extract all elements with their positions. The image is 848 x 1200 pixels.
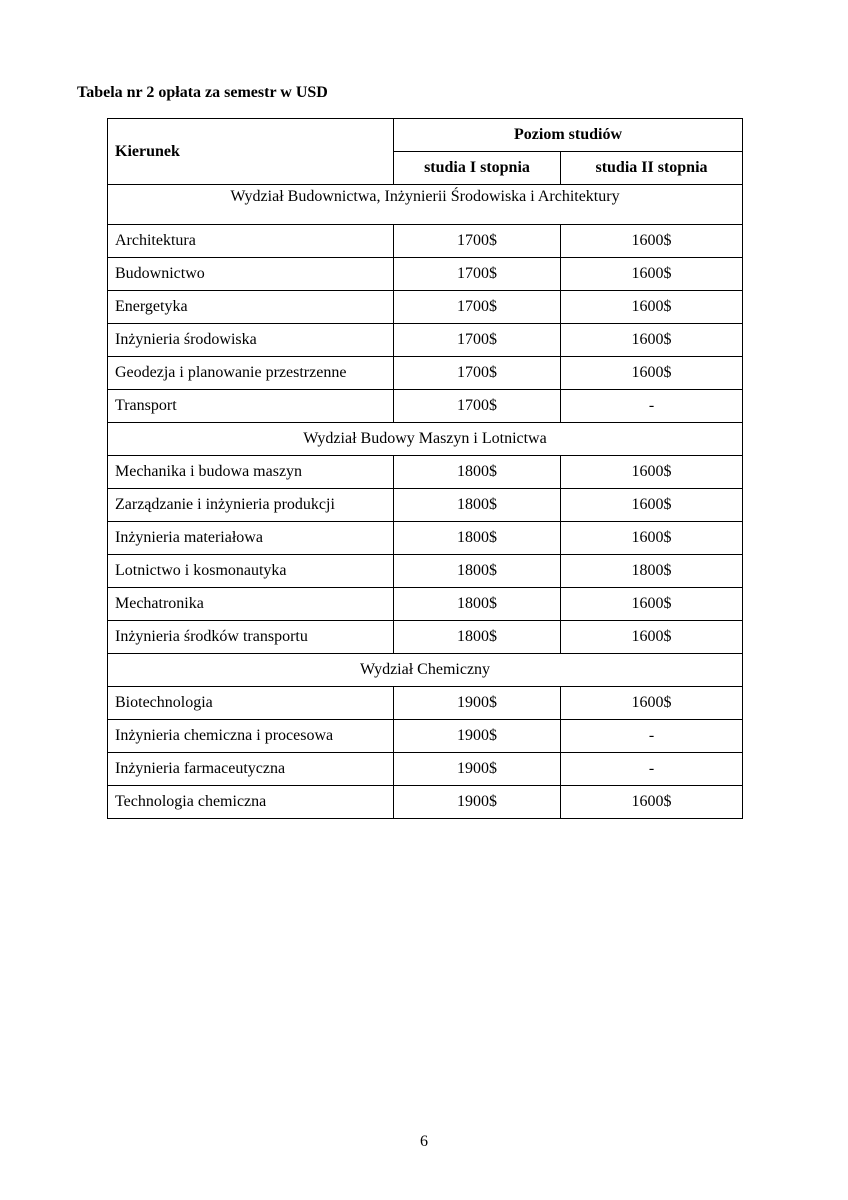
table-row (108, 225, 743, 258)
table-row (108, 588, 743, 621)
table-row (108, 687, 743, 720)
page-number: 6 (420, 1133, 428, 1150)
table-body (108, 185, 743, 819)
table-row (108, 555, 743, 588)
table-row (108, 489, 743, 522)
program-name: Energetyka (108, 291, 394, 324)
table-row (108, 258, 743, 291)
table-row (108, 786, 743, 819)
fee-level-1: 1900$ (394, 753, 561, 786)
fee-level-2: 1600$ (561, 786, 743, 819)
fee-level-2: 1600$ (561, 225, 743, 258)
section-row (108, 423, 743, 456)
program-name: Architektura (108, 225, 394, 258)
fee-level-2: - (561, 390, 743, 423)
section-title: Wydział Chemiczny (108, 654, 743, 687)
fee-level-1: 1700$ (394, 225, 561, 258)
header-poziom-studiow: Poziom studiów (394, 119, 743, 152)
fee-level-2: - (561, 720, 743, 753)
program-name: Mechatronika (108, 588, 394, 621)
fee-level-1: 1900$ (394, 720, 561, 753)
program-name: Inżynieria materiałowa (108, 522, 394, 555)
table-caption: Tabela nr 2 opłata za semestr w USD (77, 84, 328, 101)
fees-table (107, 118, 743, 819)
section-title: Wydział Budownictwa, Inżynierii Środowiska i Architektury (108, 185, 743, 225)
table-row (108, 324, 743, 357)
program-name: Inżynieria chemiczna i procesowa (108, 720, 394, 753)
fee-level-2: - (561, 753, 743, 786)
program-name: Zarządzanie i inżynieria produkcji (108, 489, 394, 522)
table-row (108, 357, 743, 390)
fee-level-1: 1800$ (394, 489, 561, 522)
fee-level-2: 1600$ (561, 522, 743, 555)
table-row (108, 753, 743, 786)
fee-level-1: 1900$ (394, 786, 561, 819)
header-level-1: studia I stopnia (394, 152, 561, 185)
fee-level-2: 1600$ (561, 489, 743, 522)
fee-level-1: 1800$ (394, 555, 561, 588)
table-row (108, 390, 743, 423)
fee-level-2: 1600$ (561, 291, 743, 324)
program-name: Transport (108, 390, 394, 423)
fee-level-2: 1600$ (561, 588, 743, 621)
program-name: Budownictwo (108, 258, 394, 291)
section-row (108, 185, 743, 225)
fee-level-1: 1900$ (394, 687, 561, 720)
fee-level-2: 1600$ (561, 456, 743, 489)
fee-level-1: 1800$ (394, 456, 561, 489)
program-name: Geodezja i planowanie przestrzenne (108, 357, 394, 390)
fee-level-1: 1700$ (394, 291, 561, 324)
section-row (108, 654, 743, 687)
header-kierunek: Kierunek (108, 119, 394, 185)
fee-level-1: 1800$ (394, 621, 561, 654)
program-name: Inżynieria farmaceutyczna (108, 753, 394, 786)
table-row (108, 522, 743, 555)
fee-level-2: 1600$ (561, 621, 743, 654)
table-row (108, 720, 743, 753)
fee-level-2: 1600$ (561, 258, 743, 291)
program-name: Inżynieria środowiska (108, 324, 394, 357)
fee-level-1: 1700$ (394, 357, 561, 390)
program-name: Lotnictwo i kosmonautyka (108, 555, 394, 588)
table-row (108, 456, 743, 489)
table-row (108, 291, 743, 324)
header-level-2: studia II stopnia (561, 152, 743, 185)
fee-level-1: 1800$ (394, 588, 561, 621)
program-name: Mechanika i budowa maszyn (108, 456, 394, 489)
program-name: Biotechnologia (108, 687, 394, 720)
fee-level-1: 1700$ (394, 390, 561, 423)
fee-level-1: 1700$ (394, 324, 561, 357)
program-name: Technologia chemiczna (108, 786, 394, 819)
section-title: Wydział Budowy Maszyn i Lotnictwa (108, 423, 743, 456)
table-row (108, 621, 743, 654)
fee-level-1: 1700$ (394, 258, 561, 291)
fee-level-2: 1600$ (561, 324, 743, 357)
fee-level-2: 1800$ (561, 555, 743, 588)
fee-level-1: 1800$ (394, 522, 561, 555)
program-name: Inżynieria środków transportu (108, 621, 394, 654)
fee-level-2: 1600$ (561, 357, 743, 390)
fee-level-2: 1600$ (561, 687, 743, 720)
